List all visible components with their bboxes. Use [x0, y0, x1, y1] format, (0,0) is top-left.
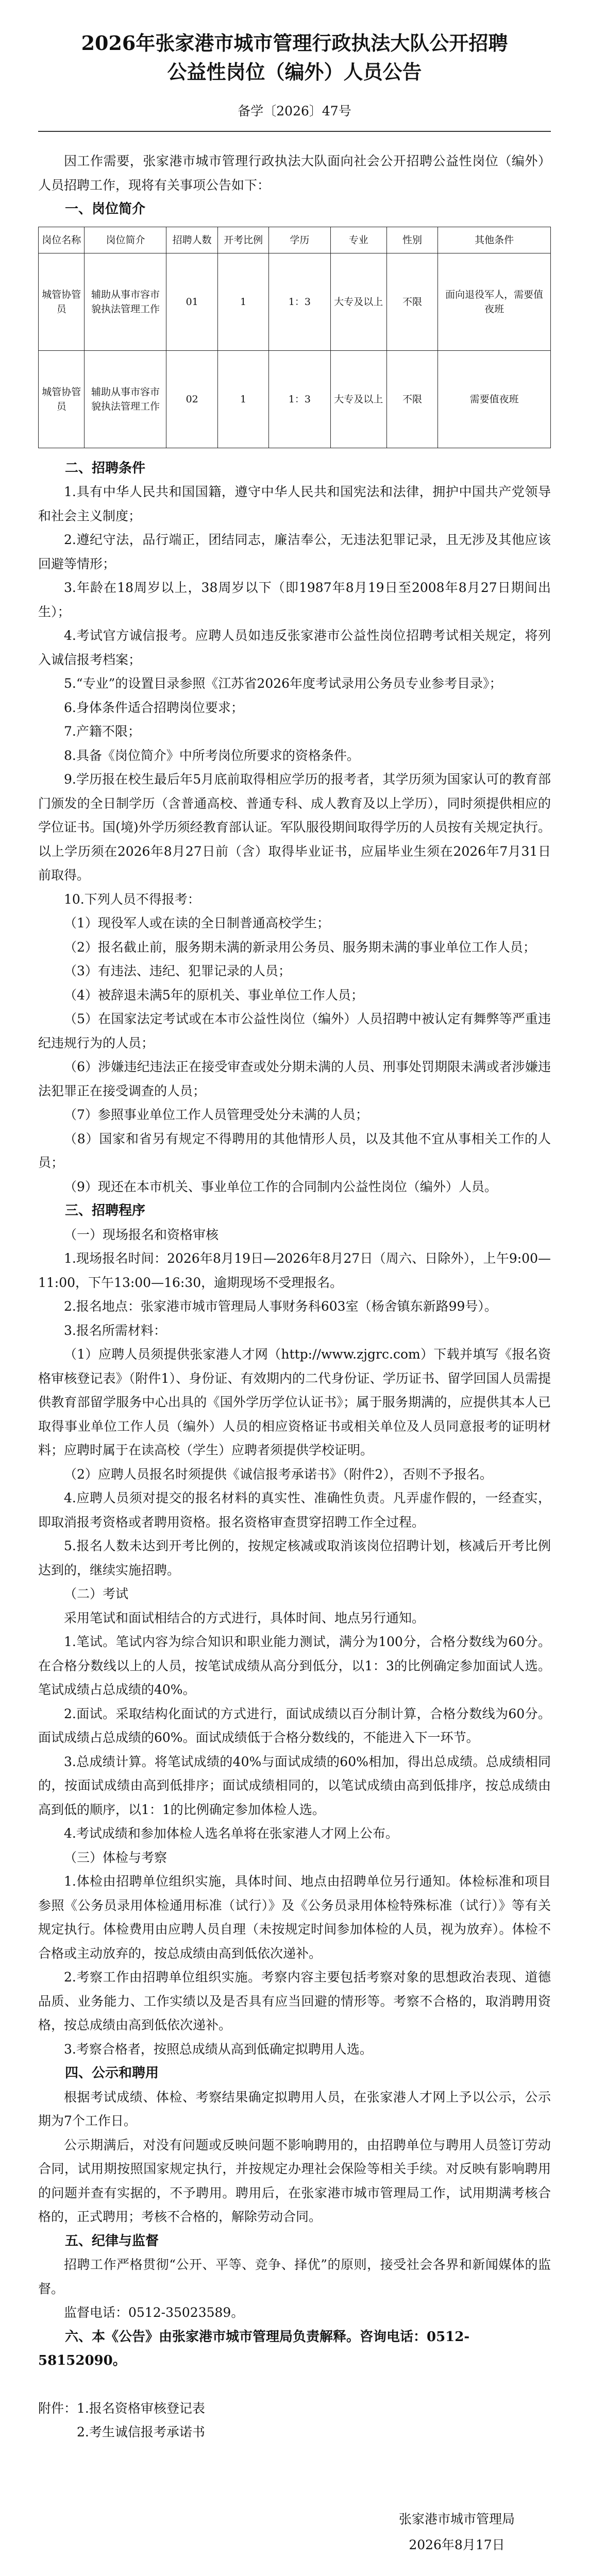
procedure-item: 1.现场报名时间：2026年8月19日—2026年8月27日（周六、日除外），上午9:00—11:00，下午13:00—16:30，逾期现场不受理报名。: [38, 1251, 551, 1290]
header-cell: 岗位名称: [39, 227, 85, 253]
procedure-item: （1）应聘人员须提供张家港人才网（http://www.zjgrc.com）下载并填写《报名资格审核登记表》（附件1）、身份证、有效期内的二代身份证、学历证书、留学回国人员需提供教育部留学服务中心出具的《国外学历学位认证书》；属于服务期满的，应提供其本人已取得事业单位工作人员（编外）人员的相应资格证书或相关单位及人员同意报考的证明材料；应聘时属于在读高校（学生）应聘者须提供学校证明。: [38, 1347, 551, 1458]
table-cell: 01: [166, 253, 217, 350]
table-row: [39, 253, 551, 350]
table-row: [39, 350, 551, 448]
supervision-phone: 监督电话：0512-35023589。: [64, 2305, 244, 2320]
signature-block: [38, 2506, 551, 2558]
publicity-paragraph: 根据考试成绩、体检、考察结果确定拟聘用人员，在张家港人才网上予以公示，公示期为7个工作日。: [38, 2089, 551, 2128]
signature-inner: [399, 2506, 515, 2558]
intro-paragraph: 因工作需要，张家港市城市管理行政执法大队面向社会公开招聘公益性岗位（编外）人员招聘工作，现将有关事项公告如下：: [38, 154, 551, 193]
header-cell: 性别: [386, 227, 437, 253]
condition-item: 2.遵纪守法，品行端正，团结同志，廉洁奉公，无违法犯罪记录，且无涉及其他应该回避等情形；: [38, 532, 551, 571]
table-cell: 大专及以上: [330, 350, 386, 448]
issuing-organization: 张家港市城市管理局: [398, 2511, 515, 2527]
header-cell: 专业: [330, 227, 386, 253]
procedure-item: 采用笔试和面试相结合的方式进行，具体时间、地点另行通知。: [64, 1610, 425, 1625]
header-cell: 岗位简介: [85, 227, 166, 253]
attachment-line: [38, 2420, 551, 2445]
table-cell: 02: [166, 350, 217, 448]
title-line-2: 公益性岗位（编外）人员公告: [167, 60, 422, 83]
attachments-block: [38, 2397, 551, 2445]
procedure-item: 3.总成绩计算。将笔试成绩的40%与面试成绩的60%相加，得出总成绩。总成绩相同的，按面试成绩由高到低排序；面试成绩相同的，以笔试成绩由高到低排序，按总成绩由高到低的顺序，以1：1的比例确定参加体检人选。: [38, 1754, 551, 1817]
post-table-header-row: [39, 227, 551, 253]
procedure-item: 4.考试成绩和参加体检人选名单将在张家港人才网上公布。: [64, 1826, 398, 1841]
condition-item: 9.学历报在校生最后年5月底前取得相应学历的报考者，其学历须为国家认可的教育部门颁发的全日制学历（含普通高校、普通专科、成人教育及以上学历），同时须提供相应的学位证书。国(境)外学历须经教育部认证。军队服役期间取得学历的人员按有关规定执行。以上学历须在2026年8月27日前（含）取得毕业证书，应届毕业生须在2026年7月31日前取得。: [38, 772, 551, 883]
condition-item: 5.“专业”的设置目录参照《江苏省2026年度考试录用公务员专业参考目录》；: [64, 676, 502, 691]
condition-item: （8）国家和省另有规定不得聘用的其他情形人员，以及其他不宜从事相关工作的人员；: [38, 1131, 551, 1170]
condition-item: （1）现役军人或在读的全日制普通高校学生；: [64, 916, 330, 930]
condition-item: 10.下列人员不得报考：: [64, 891, 200, 907]
table-cell: 需要值夜班: [438, 350, 551, 448]
condition-item: （6）涉嫌违纪违法正在接受审查或处分期未满的人员、刑事处罚期限未满或者涉嫌违法犯罪正在接受调查的人员；: [38, 1059, 551, 1098]
attachment-line: [38, 2397, 551, 2421]
post-table: [38, 227, 551, 448]
header-cell: 招聘人数: [166, 227, 217, 253]
table-cell: 城管协管员: [39, 253, 85, 350]
table-cell: 1：3: [269, 350, 330, 448]
header-cell: 学历: [269, 227, 330, 253]
notice-title: [38, 29, 551, 87]
table-cell: 1：3: [269, 253, 330, 350]
condition-item: 6.身体条件适合招聘岗位要求；: [64, 700, 244, 715]
condition-item: （4）被辞退未满5年的原机关、事业单位工作人员；: [64, 987, 364, 1003]
table-cell: 城管协管员: [39, 350, 85, 448]
procedure-item: 3.考察合格者，按照总成绩从高到低确定拟聘用人选。: [64, 2041, 373, 2057]
procedure-item: 2.面试。采取结构化面试的方式进行，面试成绩以百分制计算，合格分数线为60分。面试成绩占总成绩的60%。面试成绩低于合格分数线的，不能进入下一环节。: [38, 1706, 551, 1745]
condition-item: 8.具备《岗位简介》中所考岗位所要求的资格条件。: [64, 748, 360, 763]
attachment-link[interactable]: 2.考生诚信报考承诺书: [77, 2425, 205, 2439]
procedure-item: （2）应聘人员报名时须提供《诚信报考承诺书》（附件2），否则不予报名。: [64, 1466, 493, 1482]
condition-item: （5）在国家法定考试或在本市公益性岗位（编外）人员招聘中被认定有舞弊等严重违纪违规行为的人员；: [38, 1011, 551, 1050]
issue-date: 2026年8月17日: [409, 2537, 505, 2552]
publicity-paragraph: 公示期满后，对没有问题或反映问题不影响聘用的，由招聘单位与聘用人员签订劳动合同，试用期按照国家规定执行，并按规定办理社会保险等相关手续。对反映有影响聘用的问题并查有实据的，不予聘用。聘用后，在张家港市城市管理局工作，试用期满考核合格的，正式聘用；考核不合格的，解除劳动合同。: [38, 2137, 551, 2224]
condition-item: 3.年龄在18周岁以上，38周岁以下（即1987年8月19日至2008年8月27日期间出生）；: [38, 580, 551, 619]
table-cell: 1: [217, 350, 268, 448]
title-line-1: 2026年张家港市城市管理行政执法大队公开招聘: [81, 31, 508, 55]
table-cell: 辅助从事市容市貌执法管理工作: [85, 350, 166, 448]
procedure-item: 2.报名地点：张家港市城市管理局人事财务科603室（杨舍镇东新路99号）。: [64, 1299, 497, 1314]
header-cell: 其他条件: [438, 227, 551, 253]
section-heading-procedure: 三、招聘程序: [65, 1203, 146, 1218]
table-cell: 不限: [386, 350, 437, 448]
section-heading-publicity: 四、公示和聘用: [65, 2065, 159, 2081]
section-heading-conditions: 二、招聘条件: [65, 460, 146, 476]
condition-item: 7.产籍不限；: [64, 724, 141, 739]
header-cell: 开考比例: [217, 227, 268, 253]
attachment-link[interactable]: 1.报名资格审核登记表: [77, 2400, 205, 2416]
attachments-label: 附件：: [38, 2400, 77, 2416]
procedure-item: 2.考察工作由招聘单位组织实施。考察内容主要包括考察对象的思想政治表现、道德品质、业务能力、工作实绩以及是否具有应当回避的情形等。考察不合格的，取消聘用资格，按总成绩由高到低依次递补。: [38, 1970, 551, 2032]
subsection-heading-registration: （一）现场报名和资格审核: [64, 1227, 219, 1242]
section-heading-posts: 一、岗位简介: [65, 201, 146, 217]
table-cell: 辅助从事市容市貌执法管理工作: [85, 253, 166, 350]
section-heading-interpretation: 六、本《公告》由张家港市城市管理局负责解释。咨询电话：0512-58152090。: [38, 2329, 470, 2368]
condition-item: 1.具有中华人民共和国国籍，遵守中华人民共和国宪法和法律，拥护中国共产党领导和社会主义制度；: [38, 484, 551, 523]
table-cell: 面向退役军人，需要值夜班: [438, 253, 551, 350]
table-cell: 大专及以上: [330, 253, 386, 350]
condition-item: （2）报名截止前，服务期未满的新录用公务员、服务期未满的事业单位工作人员；: [64, 939, 536, 955]
header-divider: [38, 131, 551, 132]
condition-item: （7）参照事业单位工作人员管理受处分未满的人员；: [64, 1107, 368, 1122]
procedure-item: 5.报名人数未达到开考比例的，按规定核减或取消该岗位招聘计划，核减后开考比例达到的，继续实施招聘。: [38, 1538, 551, 1578]
document-number: 备学〔2026〕47号: [238, 104, 351, 118]
subsection-heading-exam: （二）考试: [64, 1586, 129, 1601]
table-cell: 不限: [386, 253, 437, 350]
condition-item: 4.考试官方诚信报考。应聘人员如违反张家港市公益性岗位招聘考试相关规定，将列入诚信报考档案；: [38, 628, 551, 667]
procedure-item: 1.笔试。笔试内容为综合知识和职业能力测试，满分为100分，合格分数线为60分。在合格分数线以上的人员，按笔试成绩从高分到低分，以1：3的比例确定参加面试人选。笔试成绩占总成绩的40%。: [38, 1634, 551, 1697]
condition-item: （3）有违法、违纪、犯罪记录的人员；: [64, 963, 291, 978]
procedure-item: 1.体检由招聘单位组织实施，具体时间、地点由招聘单位另行通知。体检标准和项目参照《公务员录用体检通用标准（试行）》及《公务员录用体检特殊标准（试行）》等有关规定执行。体检费用由应聘人员自理（未按规定时间参加体检的人员，视为放弃）。体检不合格或主动放弃的，按总成绩由高到低依次递补。: [38, 1874, 551, 1961]
procedure-item: 4.应聘人员须对提交的报名材料的真实性、准确性负责。凡弄虚作假的，一经查实，即取消报考资格或者聘用资格。报名资格审查贯穿招聘工作全过程。: [38, 1490, 551, 1530]
table-cell: 1: [217, 253, 268, 350]
subsection-heading-physical-exam: （三）体检与考察: [64, 1850, 167, 1865]
condition-item: （9）现还在本市机关、事业单位工作的合同制内公益性岗位（编外）人员。: [64, 1179, 497, 1194]
section-heading-discipline: 五、纪律与监督: [65, 2233, 159, 2249]
procedure-item: 3.报名所需材料：: [64, 1323, 166, 1338]
discipline-paragraph: 招聘工作严格贯彻“公开、平等、竞争、择优”的原则，接受社会各界和新闻媒体的监督。: [38, 2257, 551, 2296]
